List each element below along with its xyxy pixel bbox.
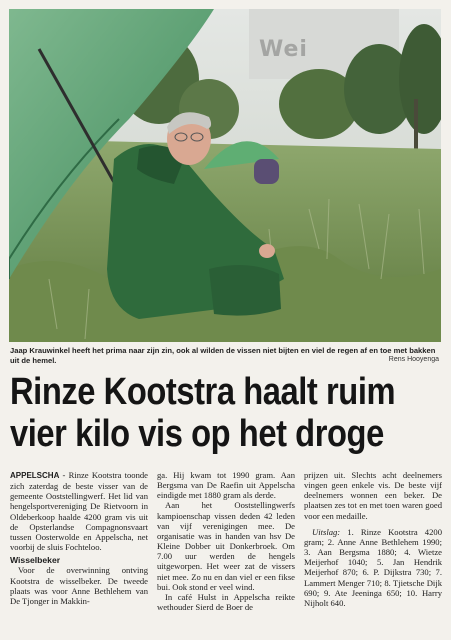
- lead-paragraph: [10, 470, 148, 552]
- headline-line-2: vier kilo vis op het droge: [10, 413, 384, 455]
- paragraph: Aan het Ooststellingwerfs kampioenschap vissen deden 42 leden van vijf verenigingen mee. De organisatie was in handen van hsv De Kleine Dobber uit Donkerbroek. Om 7.00 uur werden de hengels uitgeworpen. Het weer zat de vissers niet mee. Zo nu en dan viel er een fikse bui. Ook stond er veel wind.: [157, 500, 295, 592]
- paragraph: In café Hulst in Appelscha reikte wethouder Sierd de Boer de: [157, 591, 295, 613]
- results-text: 1. Rinze Kootstra 4200 gram; 2. Anne Anne Bethlehem 1990; 3. Aan Bergsma 1880; 4. Wietze Meijerhof 1040; 5. Jan Hendrik Meijerhof 870; 6. P. Dijkstra 730; 7. Lammert Menger 710; 8. Tjietsche Dijk 690; 9. Ate Jeeninga 650; 10. Harry Nijholt 640.: [304, 526, 442, 608]
- dateline: APPELSCHA: [10, 471, 60, 480]
- article-body: [10, 470, 442, 636]
- results-paragraph: [304, 527, 442, 608]
- photo-credit: Rens Hooyenga: [388, 356, 439, 363]
- paragraph: ga. Hij kwam tot 1990 gram. Aan Bergsma van De Raefin uit Appelscha eindigde met 1880 gram als derde.: [157, 470, 295, 501]
- paragraph: Voor de overwinning ontving Kootstra de wisselbeker. De tweede plaats was voor Anne Bethlehem van De Tjonger in Makkin-: [10, 565, 148, 606]
- photo-background-text: Wei: [259, 37, 308, 62]
- lead-text: - Rinze Kootstra toonde zich zaterdag de beste visser van de gemeente Ooststellingwerf. Het lid van hengelsportvereniging De Rietvoorn in Oldeberkoop haalde 4200 gram vis uit de Opsterlandse Compagnonsvaart tussen Oosterwolde en Appelscha, net voorbij de sluis Fochteloo.: [10, 470, 148, 553]
- photo-caption: Jaap Krauwinkel heeft het prima naar zijn zin, ook al wilden de vissen niet bijten en viel de regen af en toe met bakken uit de hemel.: [10, 346, 436, 365]
- photo-illustration: [9, 9, 441, 342]
- results-label: Uitslag:: [312, 526, 341, 537]
- article-headline: [10, 371, 396, 455]
- subheading: Wisselbeker: [10, 555, 61, 566]
- paragraph: prijzen uit. Slechts acht deelnemers vingen geen enkele vis. De beste vijf deelnemers wonnen een beker. De plaatsen zes tot en met toen waren goed voor een medaille.: [304, 470, 442, 521]
- article-column-3: [304, 470, 442, 636]
- article-column-1: [10, 470, 148, 636]
- news-photo: [9, 9, 441, 342]
- article-column-2: [157, 470, 295, 636]
- headline-line-1: Rinze Kootstra haalt ruim: [10, 371, 396, 413]
